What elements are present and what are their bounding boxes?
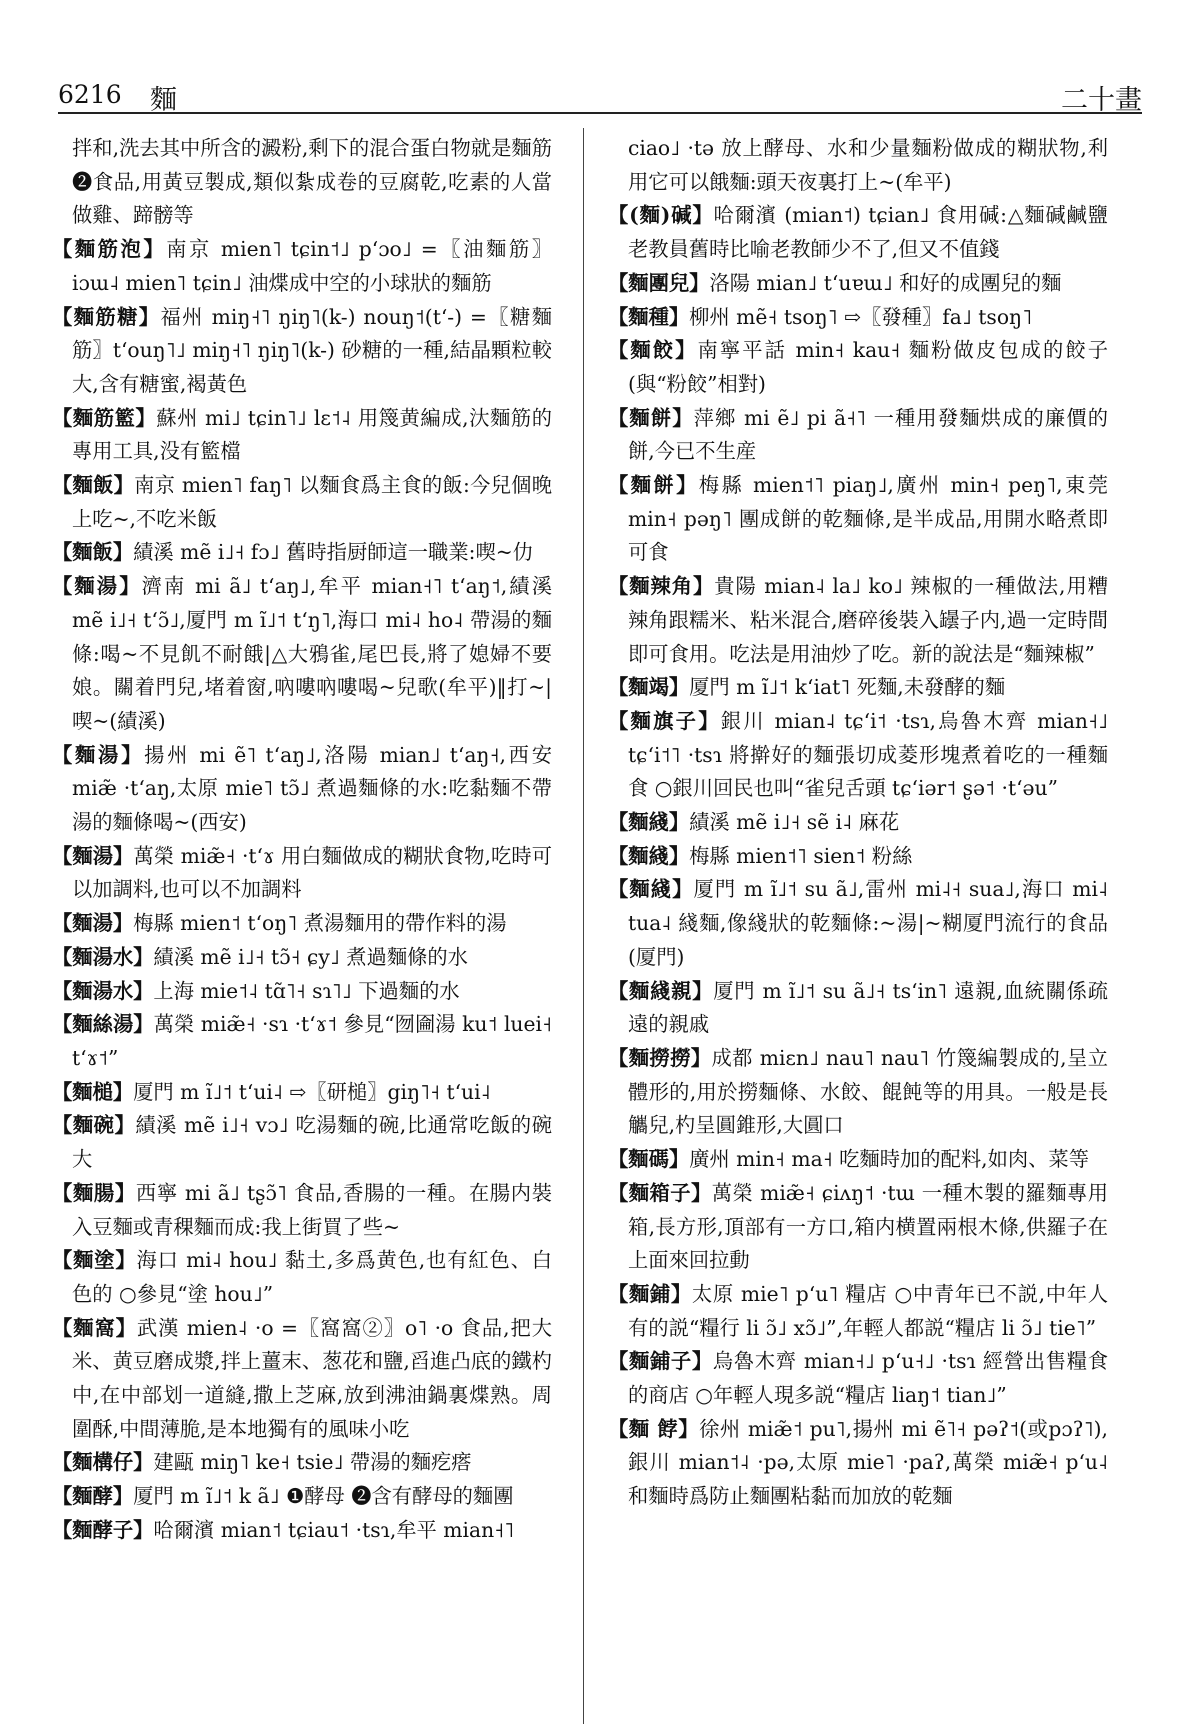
dictionary-entry: ciao˩ ·tə 放上酵母、水和少量麵粉做成的糊狀物,利用它可以餓麵:頭天夜裏打上~(牟平) bbox=[628, 136, 1108, 194]
entry-definition: 貴陽 mian˨ la˩ ko˩ 辣椒的一種做法,用糟辣角跟糯米、粘米混合,磨碎後裝入罎子内,過一定時間即可食用。吃法是用油炒了吃。新的說法是“麵辣椒” bbox=[628, 574, 1108, 666]
entry-headword: 【麵餅】 bbox=[608, 473, 699, 498]
dictionary-entry bbox=[608, 840, 1108, 874]
dictionary-entry bbox=[608, 705, 1108, 806]
entry-headword: 【麵餅】 bbox=[608, 405, 694, 430]
dictionary-entry bbox=[608, 334, 1108, 401]
dictionary-entry bbox=[52, 536, 552, 570]
dictionary-entry bbox=[52, 1008, 552, 1075]
dictionary-entry bbox=[608, 1413, 1108, 1514]
entry-definition: 績溪 mẽ i˩˧ sẽ i˨ 麻花 bbox=[689, 810, 900, 835]
entry-headword: 【(麵)碱】 bbox=[608, 203, 714, 228]
entry-headword: 【麵湯】 bbox=[52, 742, 145, 767]
page-header bbox=[58, 70, 1142, 114]
entry-definition: 績溪 mẽ i˩˧ tɔ̃˧ ɕy˩ 煮過麵條的水 bbox=[153, 944, 468, 969]
entry-definition: 哈爾濱 (mian˦) tɕian˩ 食用碱:△麵碱鹹鹽老教員舊時比喻老教師少不了,但又不值錢 bbox=[628, 203, 1108, 262]
dictionary-entry bbox=[608, 469, 1108, 570]
dictionary-entry bbox=[608, 671, 1108, 705]
dictionary-entry bbox=[608, 570, 1108, 671]
dictionary-entry bbox=[608, 267, 1108, 301]
dictionary-entry bbox=[52, 907, 552, 941]
entry-headword: 【麵碼】 bbox=[608, 1147, 690, 1172]
dictionary-entry bbox=[608, 199, 1108, 266]
entry-headword: 【麵筋糖】 bbox=[52, 304, 161, 329]
entry-definition: 厦門 m ĩ˩˦ kʻiat˥ 死麵,未發酵的麵 bbox=[689, 675, 1006, 700]
entry-headword: 【麵構仔】 bbox=[52, 1450, 154, 1475]
right-column bbox=[608, 132, 1108, 1514]
entry-headword: 【麵竭】 bbox=[608, 675, 690, 700]
entry-definition: 揚州 mi ẽ˥ tʻaŋ˩,洛陽 mian˩ tʻaŋ˧,西安 miæ̃ ·tʻaŋ,太原 mie˥ tɔ̃˩ 煮過麵條的水:吃黏麵不帶湯的麵條喝~(西安) bbox=[72, 742, 552, 835]
dictionary-entry bbox=[52, 975, 552, 1009]
entry-definition: 成都 miɛn˩ nau˥ nau˥ 竹篾編製成的,呈立體形的,用於撈麵條、水餃、餛飩等的用具。一般是長觿兒,杓呈圓錐形,大圓口 bbox=[628, 1045, 1108, 1138]
dictionary-entry bbox=[52, 1514, 552, 1548]
dictionary-entry bbox=[52, 1177, 552, 1244]
dictionary-entry bbox=[52, 739, 552, 840]
entry-definition: 績溪 mẽ i˩˧ vɔ˩ 吃湯麵的碗,比通常吃飯的碗大 bbox=[72, 1113, 552, 1172]
column-divider bbox=[583, 128, 584, 1724]
entry-definition: 西寧 mi ã˩ tʂɔ̃˥ 食品,香腸的一種。在腸内裝入豆麵或青稞麵而成:我上街買了些~ bbox=[72, 1180, 552, 1239]
entry-headword: 【麵飯】 bbox=[52, 540, 134, 565]
entry-definition: 梅縣 mien˦ tʻoŋ˥ 煮湯麵用的帶作料的湯 bbox=[133, 911, 507, 936]
dictionary-entry bbox=[608, 1278, 1108, 1345]
entry-definition: 銀川 mian˨ tɕʻi˦ ·tsɿ,烏魯木齊 mian˧˩ tɕʻi˦˥ ·tsɿ 將擀好的麵張切成菱形塊煮着吃的一種麵食 ○銀川回民也叫“雀兒舌頭 tɕʻiər˦ ʂə˦ ·tʻəu” bbox=[628, 708, 1108, 801]
entry-headword: 【麵 餑】 bbox=[608, 1416, 700, 1441]
entry-headword: 【麵酵子】 bbox=[52, 1517, 154, 1542]
dictionary-entry bbox=[52, 941, 552, 975]
entry-definition: 厦門 m ĩ˩˦ tʻui˨ ⇨〖研槌〗giŋ˥˧ tʻui˨ bbox=[133, 1079, 491, 1104]
entry-headword: 【麵酵】 bbox=[52, 1484, 134, 1509]
entry-definition: 海口 mi˨ hou˩ 黏土,多爲黄色,也有紅色、白色的 ○參見“塗 hou˩” bbox=[72, 1248, 552, 1306]
dictionary-entry bbox=[608, 1345, 1108, 1412]
entry-headword: 【麵湯水】 bbox=[52, 944, 154, 969]
dictionary-entry bbox=[52, 1109, 552, 1176]
entry-definition: 南京 mien˥ tɕin˦˩ pʻɔo˩ =〖油麵筋〗iɔɯ˨ mien˥ tɕin˩ 油煠成中空的小球狀的麵筋 bbox=[72, 237, 552, 295]
entry-headword: 【麵團兒】 bbox=[608, 270, 710, 295]
entry-headword: 【麵湯水】 bbox=[52, 978, 154, 1003]
entry-definition: 濟南 mi ã˩ tʻaŋ˩,牟平 mian˧˥ tʻaŋ˦,績溪 mẽ i˩˧ tʻɔ̃˩,厦門 m ĩ˩˦ tʻŋ˥,海口 mi˨ ho˨ 帶湯的麵條:喝~不見飢不耐餓|△大鴉雀,尾巴長,將了媳婦不要娘。關着門兒,堵着窗,吶嘍吶嘍喝~兒歌(牟平)‖打~|喫~(績溪) bbox=[72, 574, 552, 733]
dictionary-entry bbox=[608, 402, 1108, 469]
entry-definition: 厦門 m ĩ˩˦ k ã˩ ❶酵母 ❷含有酵母的麵團 bbox=[133, 1484, 514, 1509]
entry-headword: 【麵腸】 bbox=[52, 1180, 136, 1205]
page-number: 6216 bbox=[58, 80, 122, 109]
entry-headword: 【麵辣角】 bbox=[608, 574, 715, 599]
entry-headword: 【麵箱子】 bbox=[608, 1180, 712, 1205]
entry-headword: 【麵餃】 bbox=[608, 338, 698, 363]
dictionary-entry bbox=[608, 1143, 1108, 1177]
entry-definition: 梅縣 mien˦˥ piaŋ˩,廣州 min˧ peŋ˥,東莞 min˧ pəŋ˥ 團成餅的乾麵條,是半成品,用開水略煮即可食 bbox=[628, 473, 1108, 565]
entry-headword: 【麵綫】 bbox=[608, 877, 694, 902]
entry-headword: 【麵鋪】 bbox=[608, 1281, 692, 1306]
entry-headword: 【麵絲湯】 bbox=[52, 1012, 154, 1037]
entry-headword: 【麵塗】 bbox=[52, 1248, 137, 1273]
dictionary-entry bbox=[52, 233, 552, 300]
entry-definition: 萬榮 miæ̃˧ ·sɿ ·tʻɤ˦ 參見“囫圇湯 ku˦ luei˧ tʻɤ˦” bbox=[72, 1012, 552, 1070]
entry-definition: 柳州 mẽ˧ tsoŋ˥ ⇨〖發種〗fa˩ tsoŋ˥ bbox=[689, 304, 1033, 329]
dictionary-entry bbox=[52, 570, 552, 739]
entry-headword: 【麵鋪子】 bbox=[608, 1349, 713, 1374]
entry-definition: 南寧平話 min˧ kau˧ 麵粉做皮包成的餃子(與“粉餃”相對) bbox=[628, 338, 1108, 396]
entry-definition: 萬榮 miæ̃˧ ɕiʌŋ˦ ·tɯ 一種木製的羅麵專用箱,長方形,頂部有一方口,箱内横置兩根木條,供羅子在上面來回拉動 bbox=[628, 1180, 1108, 1273]
entry-headword: 【麵碗】 bbox=[52, 1113, 136, 1138]
dictionary-entry bbox=[608, 1042, 1108, 1143]
entry-definition: 哈爾濱 mian˦ tɕiau˦ ·tsɿ,牟平 mian˧˥ bbox=[153, 1517, 515, 1542]
entry-definition: 南京 mien˥ faŋ˥ 以麵食爲主食的飯:今兒個晚上吃~,不吃米飯 bbox=[72, 473, 552, 531]
entry-definition: 福州 miŋ˧˥ ŋiŋ˥(k-) nouŋ˦(tʻ-) =〖糖麵筋〗tʻouŋ˥˩ miŋ˧˥ ŋiŋ˥(k-) 砂糖的一種,結晶顆粒較大,含有糖蜜,褐黃色 bbox=[72, 304, 552, 396]
dictionary-entry bbox=[52, 1312, 552, 1447]
entry-headword: 【麵飯】 bbox=[52, 473, 135, 498]
dictionary-entry bbox=[52, 402, 552, 469]
section-label: 二十畫 bbox=[1061, 85, 1142, 116]
entry-headword: 【麵綫】 bbox=[608, 843, 690, 868]
entry-definition: 厦門 m ĩ˩˦ su ã˩˧ tsʻin˥ 遠親,血統關係疏遠的親戚 bbox=[628, 978, 1108, 1037]
dictionary-entry bbox=[608, 301, 1108, 335]
entry-headword: 【麵撈撈】 bbox=[608, 1045, 712, 1070]
entry-headword: 【麵湯】 bbox=[52, 911, 134, 936]
entry-definition: 梅縣 mien˦˥ sien˦ 粉絲 bbox=[689, 843, 913, 868]
entry-headword: 【麵旗子】 bbox=[608, 708, 721, 733]
entry-headword: 【麵筋籃】 bbox=[52, 405, 157, 430]
entry-definition: 萍鄉 mi ẽ˩ pi ã˧˥ 一種用發麵烘成的廉價的餅,今已不生産 bbox=[628, 405, 1108, 464]
left-column bbox=[52, 132, 552, 1548]
entry-definition: 萬榮 miæ̃˧ ·tʻɤ 用白麵做成的糊狀食物,吃時可以加調料,也可以不加調料 bbox=[72, 843, 552, 902]
header-title: 麵 bbox=[150, 85, 177, 116]
entry-headword: 【麵槌】 bbox=[52, 1079, 134, 1104]
entry-definition: 烏魯木齊 mian˧˩ pʻu˧˩ ·tsɿ 經營出售糧食的商店 ○年輕人現多説“糧店 liaŋ˦ tian˩” bbox=[628, 1349, 1108, 1408]
dictionary-entry bbox=[52, 469, 552, 536]
dictionary-entry bbox=[52, 1076, 552, 1110]
dictionary-entry bbox=[52, 840, 552, 907]
entry-definition: 厦門 m ĩ˩˦ su ã˩,雷州 mi˨˧ sua˩,海口 mi˨ tua˨ 綫麵,像綫狀的乾麵條:~湯|~糊厦門流行的食品(厦門) bbox=[628, 877, 1108, 969]
dictionary-entry bbox=[608, 806, 1108, 840]
entry-definition: 蘇州 mi˩ tɕin˥˩ lɛ˦˨ 用篾黄編成,汏麵筋的專用工具,没有籃檔 bbox=[72, 405, 552, 464]
dictionary-entry: 拌和,洗去其中所含的澱粉,剩下的混合蛋白物就是麵筋 ❷食品,用黃豆製成,類似紮成卷的豆腐乾,吃素的人當做雞、蹄髈等 bbox=[72, 136, 552, 228]
dictionary-entry bbox=[52, 301, 552, 402]
entry-headword: 【麵綫】 bbox=[608, 810, 690, 835]
dictionary-entry bbox=[52, 1480, 552, 1514]
dictionary-entry bbox=[52, 1244, 552, 1311]
dictionary-entry bbox=[608, 975, 1108, 1042]
entry-headword: 【麵筋泡】 bbox=[52, 237, 167, 262]
entry-headword: 【麵種】 bbox=[608, 304, 690, 329]
entry-headword: 【麵湯】 bbox=[52, 843, 134, 868]
entry-definition: 績溪 mẽ i˩˧ fɔ˩ 舊時指厨師這一職業:喫~仂 bbox=[133, 540, 534, 565]
entry-definition: 上海 mie˦˨ tɑ̃˥˧ sɿ˥˩ 下過麵的水 bbox=[153, 978, 460, 1003]
entry-headword: 【麵窩】 bbox=[52, 1315, 137, 1340]
entry-definition: 洛陽 mian˩ tʻuɐɯ˩ 和好的成團兒的麵 bbox=[709, 270, 1062, 295]
entry-definition: 武漢 mien˨ ·o =〖窩窩②〗o˥ ·o 食品,把大米、黄豆磨成漿,拌上薑末、葱花和鹽,舀進凸底的鐵杓中,在中部划一道縫,撒上芝麻,放到沸油鍋裏煠熟。周圍酥,中間薄脆,是本地獨有的風味小吃 bbox=[72, 1315, 552, 1441]
entry-headword: 【麵綫親】 bbox=[608, 978, 714, 1003]
dictionary-entry bbox=[608, 873, 1108, 974]
entry-definition: 廣州 min˧ ma˧ 吃麵時加的配料,如肉、菜等 bbox=[689, 1147, 1089, 1172]
entry-definition: 太原 mie˥ pʻu˥ 糧店 ○中青年已不説,中年人有的説“糧行 li ɔ̃˩ xɔ̃˩”,年輕人都説“糧店 li ɔ̃˩ tie˥” bbox=[628, 1281, 1108, 1340]
entry-headword: 【麵湯】 bbox=[52, 574, 142, 599]
entry-definition: 建甌 miŋ˥ ke˧ tsie˩ 帶湯的麵疙瘩 bbox=[153, 1450, 472, 1475]
entry-definition: 徐州 miæ̃˦ pu˥,揚州 mi ẽ˥˧ pəʔ˦(或pɔʔ˥),銀川 mian˦˨ ·pə,太原 mie˥ ·paʔ,萬榮 miæ̃˧ pʻu˨ 和麵時爲防止麵團粘黏而加放的乾麵 bbox=[628, 1416, 1108, 1509]
dictionary-entry bbox=[52, 1446, 552, 1480]
dictionary-entry bbox=[608, 1177, 1108, 1278]
